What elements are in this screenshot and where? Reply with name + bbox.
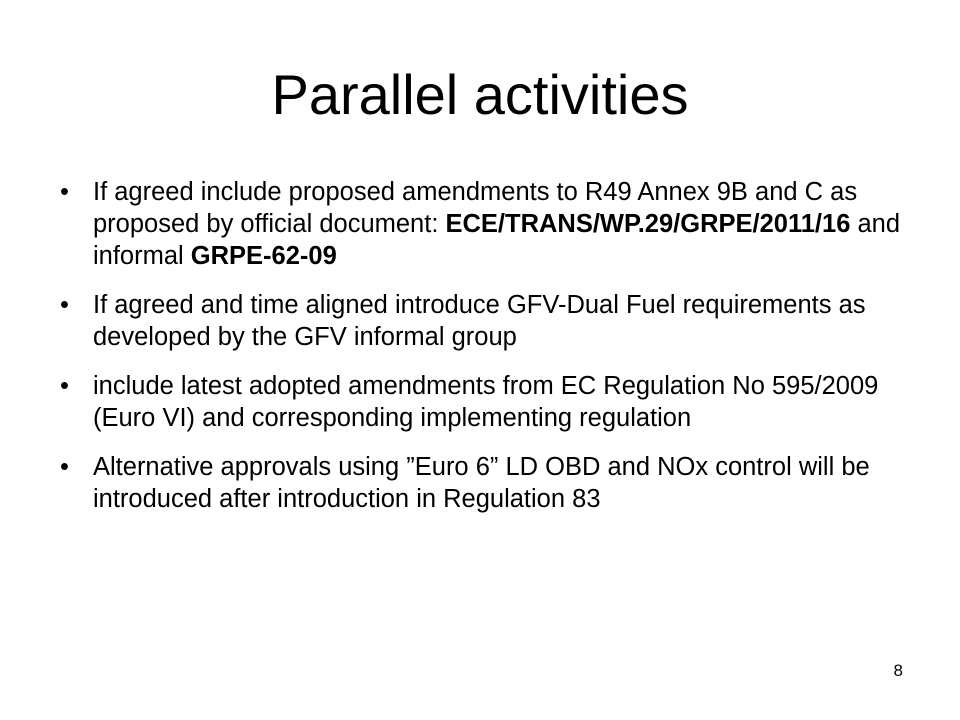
bullet-marker: • bbox=[60, 453, 69, 481]
bullet-marker: • bbox=[60, 178, 69, 206]
bullet-item-alternative-approvals bbox=[60, 451, 900, 515]
page-number: 8 bbox=[893, 661, 903, 680]
bullet-item-ec-regulation bbox=[60, 370, 900, 434]
bullet-marker: • bbox=[60, 372, 69, 400]
bullet-marker: • bbox=[60, 291, 69, 319]
official-document-ref: ECE/TRANS/WP.29/GRPE/2011/16 bbox=[445, 210, 851, 238]
bullet-text: If agreed include proposed amendments to R49 Annex 9B and C as proposed by official document: bbox=[93, 178, 858, 238]
slide-title: Parallel activities bbox=[271, 63, 689, 126]
informal-document-ref: GRPE-62-09 bbox=[190, 242, 337, 270]
bullet-item-r49-amendments bbox=[60, 176, 900, 272]
bullet-list bbox=[60, 176, 900, 532]
bullet-text-continued: and informal bbox=[93, 210, 901, 270]
bullet-text: If agreed and time aligned introduce GFV-Dual Fuel requirements as developed by the GFV informal group bbox=[93, 291, 866, 351]
bullet-text: Alternative approvals using ”Euro 6” LD OBD and NOx control will be introduced after introduction in Regulation 83 bbox=[93, 453, 870, 513]
bullet-item-gfv-dual-fuel bbox=[60, 289, 900, 353]
bullet-text: include latest adopted amendments from EC Regulation No 595/2009 (Euro VI) and corresponding implementing regulation bbox=[93, 372, 879, 432]
